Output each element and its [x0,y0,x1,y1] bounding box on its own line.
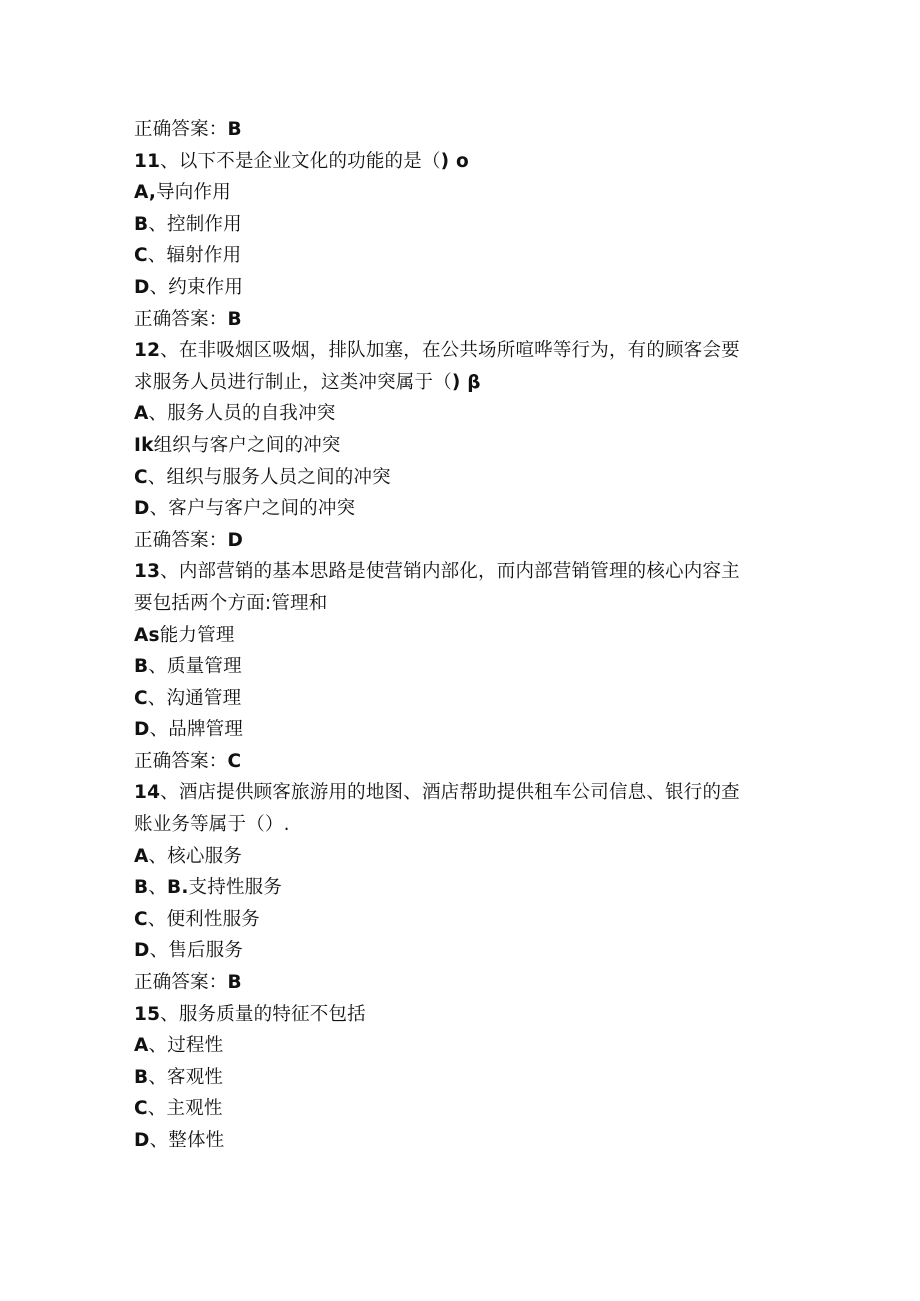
line-text: 、主观性 [147,1098,223,1120]
text-line [134,367,794,399]
line-text: 、辐射作用 [147,245,242,267]
line-suffix: B [227,972,242,994]
line-prefix: D [134,498,150,520]
line-text: 、沟通管理 [147,687,242,709]
line-prefix: A [134,845,149,867]
line-prefix: B [134,656,149,678]
text-line [134,556,794,588]
line-text: 账业务等属于（）. [134,814,290,836]
text-line [134,177,794,209]
line-suffix: B [227,308,242,330]
text-line [134,935,794,967]
line-text: 求服务人员进行制止，这类冲突属于（ [134,371,452,393]
line-prefix: B [134,877,149,899]
text-line [134,209,794,241]
line-prefix: C [134,466,148,488]
text-line [134,588,794,620]
line-text: 、在非吸烟区吸烟，排队加塞，在公共场所喧哗等行为，有的顾客会要 [160,340,740,362]
line-prefix: D [134,940,150,962]
line-text: 导向作用 [156,182,231,204]
line-text: 能力管理 [159,624,235,646]
line-text: 、质量管理 [148,656,242,678]
line-text: 正确答案： [134,119,228,140]
text-line [134,525,794,557]
line-prefix: B [134,1066,149,1088]
text-line [134,1093,794,1125]
line-prefix: D [134,719,150,741]
line-prefix: 14 [134,782,161,804]
text-line [134,809,794,841]
text-line [134,1125,794,1157]
line-prefix: C [134,1098,148,1120]
line-text: 、组织与服务人员之间的冲突 [147,466,391,488]
line-text: 、过程性 [148,1035,224,1057]
line-prefix: Ik [134,434,154,456]
line-text: 、客观性 [148,1066,224,1088]
text-line [134,304,794,336]
text-line [134,746,794,778]
line-text: 正确答案： [134,529,228,551]
text-line [134,777,794,809]
line-suffix: D [227,529,244,551]
text-line [134,683,794,715]
line-suffix: C [227,750,242,772]
text-line [134,1062,794,1094]
line-text: 要包括两个方面:管理和 [134,592,328,614]
line-text: 、约束作用 [149,276,244,298]
line-text: 、品牌管理 [149,719,244,741]
text-line [134,272,794,304]
line-prefix: D [134,1130,150,1151]
text-line [134,620,794,652]
line-text: 、酒店提供顾客旅游用的地图、酒店帮助提供租车公司信息、银行的查 [160,782,740,804]
line-prefix: A, [134,182,157,204]
text-line [134,651,794,683]
line-prefix: B [134,213,149,235]
line-prefix: C [134,687,148,709]
line-text: 、内部营销的基本思路是使营销内部化，而内部营销管理的核心内容主 [160,561,740,583]
text-line [134,841,794,873]
text-line [134,999,794,1031]
text-line [134,146,794,178]
line-text: 、核心服务 [148,845,243,867]
text-line [134,240,794,272]
text-line [134,114,794,146]
text-line [134,1030,794,1062]
text-line [134,462,794,494]
line-text: 、整体性 [149,1130,225,1151]
text-line [134,714,794,746]
line-suffix: ) o [440,150,469,172]
line-text: 、便利性服务 [147,908,260,930]
line-text: 组织与客户之间的冲突 [153,434,341,456]
text-line [134,967,794,999]
line-text: 、服务质量的特征不包括 [160,1003,366,1025]
line-text: 、以下不是企业文化的功能的是（ [160,150,441,172]
line-prefix: A [134,403,149,425]
text-line [134,430,794,462]
line-text: 正确答案： [134,308,228,330]
line-prefix: D [134,276,150,298]
line-prefix: As [134,624,160,646]
line-text: 、售后服务 [149,940,244,962]
document-content [134,114,794,1157]
text-line [134,872,794,904]
line-text: 、客户与客户之间的冲突 [149,498,356,520]
text-line [134,904,794,936]
line-prefix: C [134,245,148,267]
line-prefix: 12 [134,340,161,362]
line-text: 正确答案： [134,972,228,994]
line-text: 、 [148,877,168,899]
line-text: 、服务人员的自我冲突 [148,403,336,425]
line-prefix: C [134,908,148,930]
line-suffix: ) β [451,371,481,393]
line-prefix: 15 [134,1003,161,1025]
line-prefix: 13 [134,561,161,583]
line-text: 、控制作用 [148,213,242,235]
text-line [134,335,794,367]
line-prefix: A [134,1035,149,1057]
line-suffix: B. [167,877,189,899]
line-prefix: 11 [134,150,161,172]
line-suffix: B [227,119,242,140]
text-line [134,493,794,525]
text-line [134,398,794,430]
line-tail: 支持性服务 [188,877,283,899]
line-text: 正确答案： [134,750,228,772]
